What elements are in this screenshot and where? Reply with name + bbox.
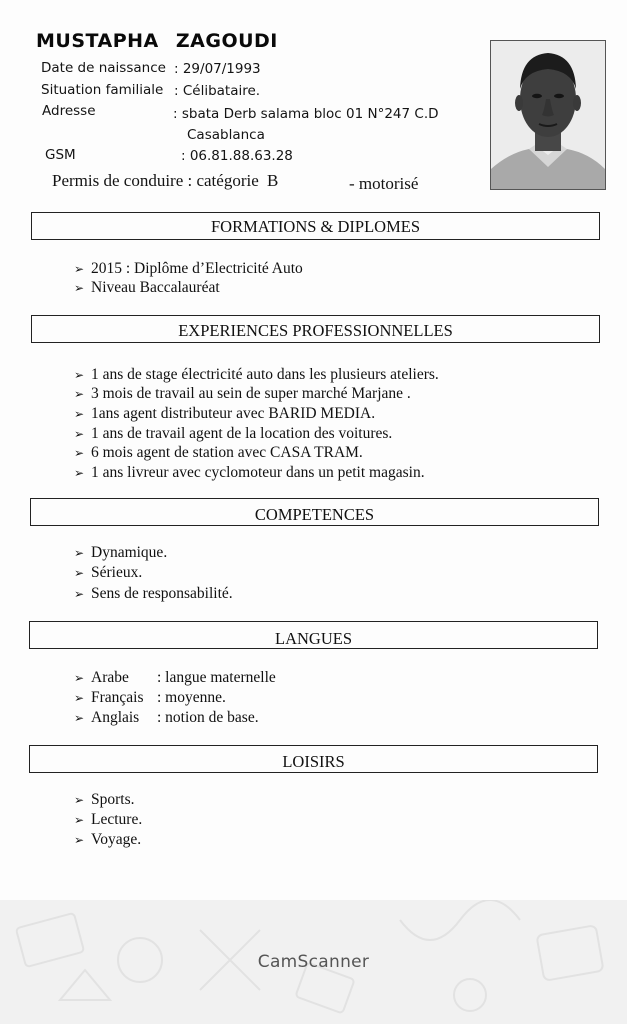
competence-item: ➢ Sens de responsabilité. <box>74 585 233 602</box>
arrow-icon: ➢ <box>74 281 85 295</box>
language-level: : notion de base. <box>157 709 259 726</box>
loisirs-title: LOISIRS <box>282 752 345 771</box>
arrow-icon: ➢ <box>74 262 85 276</box>
phone-label: GSM <box>45 147 76 163</box>
arrow-icon: ➢ <box>74 387 85 401</box>
experience-item: ➢ 1 ans livreur avec cyclomoteur dans un petit magasin. <box>74 464 425 481</box>
arrow-icon: ➢ <box>74 711 85 725</box>
candidate-name <box>36 30 278 52</box>
arrow-icon: ➢ <box>74 671 85 685</box>
marital-status-label: Situation familiale <box>41 82 164 98</box>
formation-item: ➢ 2015 : Diplôme d’Electricité Auto <box>74 260 303 277</box>
motorized-note: - motorisé <box>349 174 419 193</box>
experience-item: ➢ 1 ans de stage électricité auto dans les plusieurs ateliers. <box>74 366 439 383</box>
arrow-icon: ➢ <box>74 587 85 601</box>
section-loisirs <box>29 745 598 773</box>
address-value: : sbata Derb salama bloc 01 N°247 C.D <box>173 106 439 122</box>
language-level: : langue maternelle <box>157 669 276 686</box>
last-name: ZAGOUDI <box>175 30 278 52</box>
driving-license <box>52 171 278 191</box>
section-competences <box>30 498 599 526</box>
hobby-item: ➢ Voyage. <box>74 831 142 848</box>
section-experiences <box>31 315 600 343</box>
langues-title: LANGUES <box>275 629 352 648</box>
language-name: Français <box>91 689 144 706</box>
arrow-icon: ➢ <box>74 466 85 480</box>
arrow-icon: ➢ <box>74 368 85 382</box>
arrow-icon: ➢ <box>74 833 85 847</box>
experience-item: ➢ 3 mois de travail au sein de super marché Marjane . <box>74 385 411 402</box>
phone-value: : 06.81.88.63.28 <box>181 148 293 164</box>
language-item <box>74 669 276 687</box>
address-label: Adresse <box>42 103 96 119</box>
license-category: B <box>267 171 279 190</box>
competence-item: ➢ Sérieux. <box>74 564 143 581</box>
arrow-icon: ➢ <box>74 793 85 807</box>
birthdate-label: Date de naissance <box>41 60 166 76</box>
first-name: MUSTAPHA <box>36 30 159 52</box>
competences-title: COMPETENCES <box>254 505 375 524</box>
address-city: Casablanca <box>187 127 265 143</box>
camscanner-watermark: CamScanner <box>257 952 370 972</box>
experience-item: ➢ 1 ans de travail agent de la location des voitures. <box>74 425 393 442</box>
language-name: Anglais <box>91 709 140 726</box>
arrow-icon: ➢ <box>74 427 85 441</box>
arrow-icon: ➢ <box>74 691 85 705</box>
license-label: Permis de conduire : catégorie <box>52 171 259 190</box>
competence-item: ➢ Dynamique. <box>74 544 168 561</box>
language-name: Arabe <box>91 669 129 686</box>
arrow-icon: ➢ <box>74 546 85 560</box>
formations-title: FORMATIONS & DIPLOMES <box>210 217 421 236</box>
arrow-icon: ➢ <box>74 446 85 460</box>
marital-status-value: : Célibataire. <box>174 83 261 99</box>
section-langues <box>29 621 598 649</box>
profile-photo <box>490 40 606 190</box>
birthdate-value: : 29/07/1993 <box>174 61 261 77</box>
arrow-icon: ➢ <box>74 813 85 827</box>
formation-item: ➢ Niveau Baccalauréat <box>74 279 220 296</box>
experience-item: ➢ 1ans agent distributeur avec BARID MEDIA. <box>74 405 376 422</box>
language-level: : moyenne. <box>157 689 226 706</box>
language-item <box>74 709 259 727</box>
hobby-item: ➢ Sports. <box>74 791 135 808</box>
arrow-icon: ➢ <box>74 407 85 421</box>
experience-item: ➢ 6 mois agent de station avec CASA TRAM. <box>74 444 363 461</box>
experiences-title: EXPERIENCES PROFESSIONNELLES <box>178 321 453 340</box>
hobby-item: ➢ Lecture. <box>74 811 143 828</box>
arrow-icon: ➢ <box>74 566 85 580</box>
language-item <box>74 689 226 707</box>
section-formations <box>31 212 600 240</box>
